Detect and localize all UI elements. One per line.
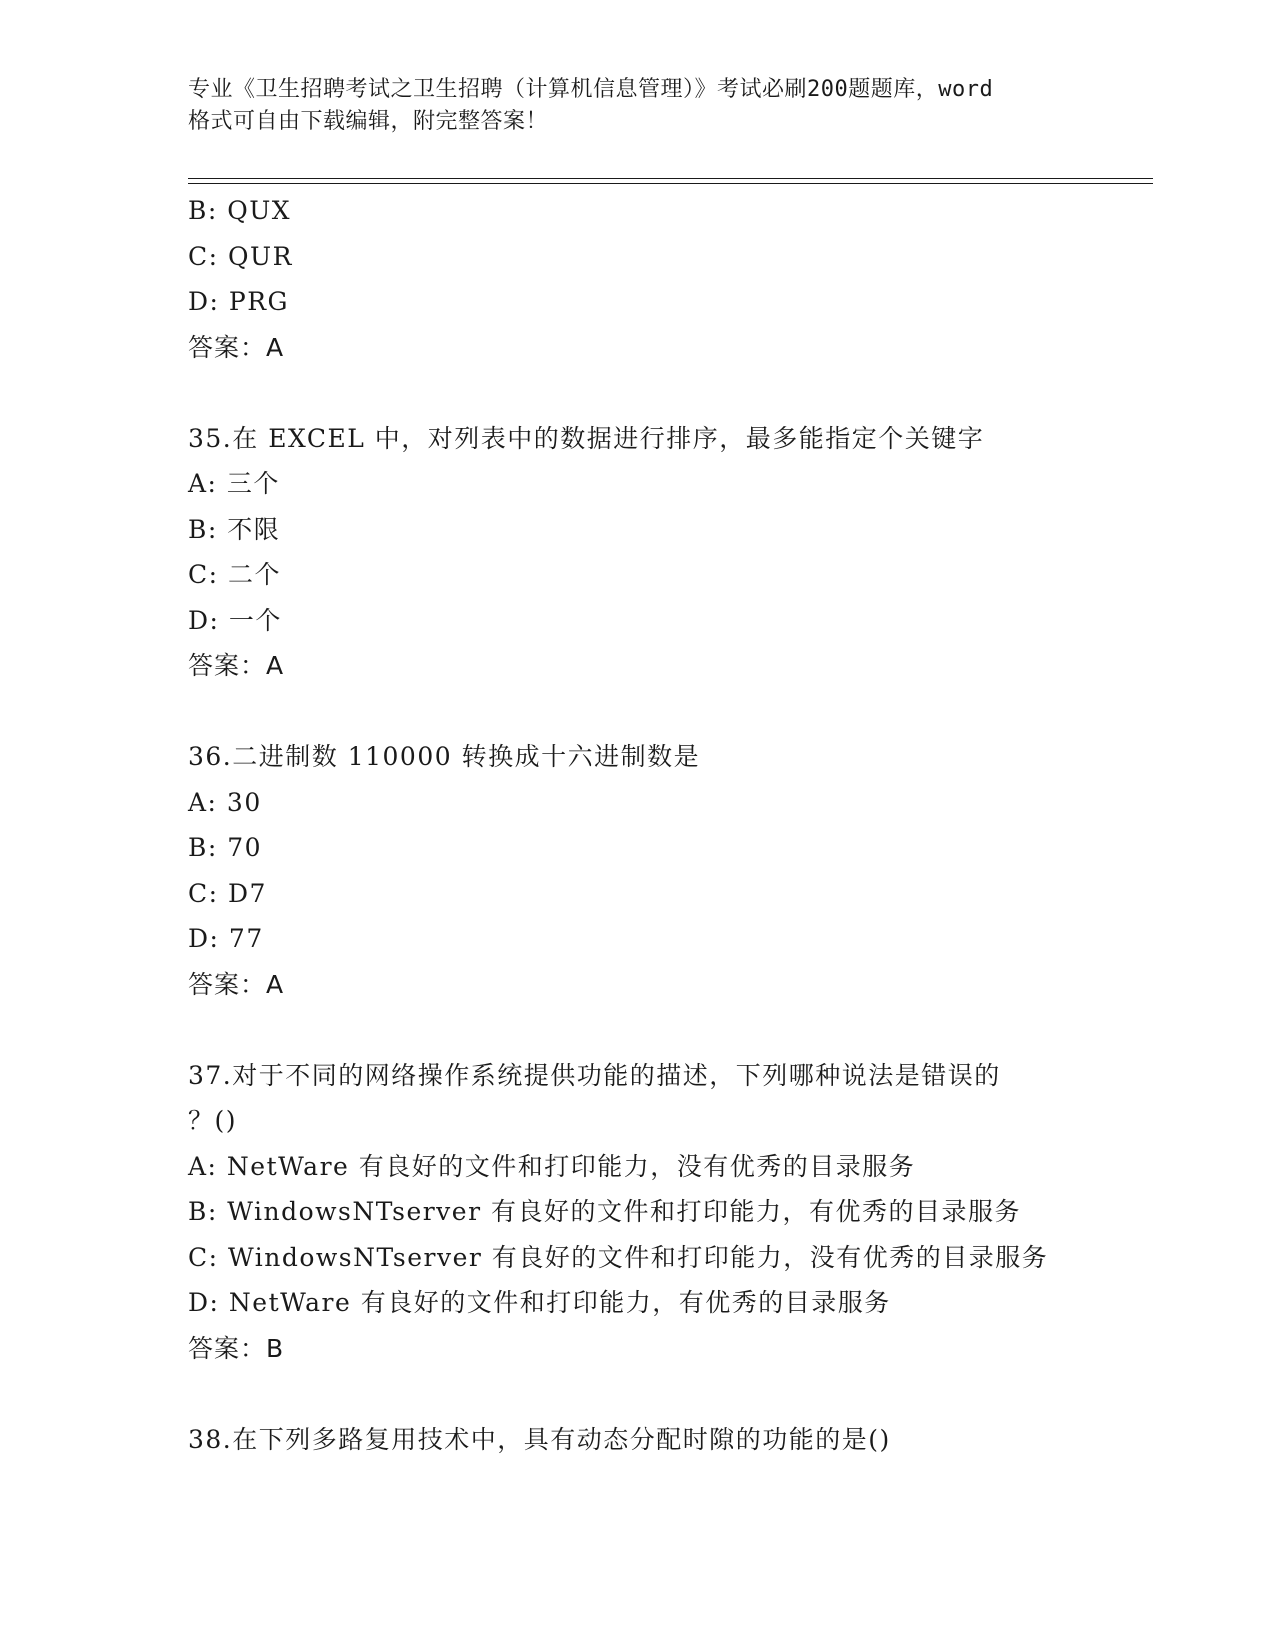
header-divider-top <box>188 178 1153 179</box>
document-header <box>188 74 1088 138</box>
question-stem: 38.在下列多路复用技术中，具有动态分配时隙的功能的是() <box>188 1424 891 1454</box>
question-stem: 35.在 EXCEL 中，对列表中的数据进行排序，最多能指定个关键字 <box>188 423 985 453</box>
option-b: B: 不限 <box>188 514 281 544</box>
question-block-38 <box>188 1417 1153 1463</box>
option-b: B: 70 <box>188 833 263 862</box>
option-d: D: PRG <box>188 287 290 316</box>
option-d: D: NetWare 有良好的文件和打印能力，有优秀的目录服务 <box>188 1288 891 1317</box>
question-list <box>188 188 1153 1462</box>
question-stem: 37.对于不同的网络操作系统提供功能的描述，下列哪种说法是错误的 <box>188 1060 1001 1090</box>
spacer <box>188 1007 1153 1053</box>
option-a: A: NetWare 有良好的文件和打印能力，没有优秀的目录服务 <box>188 1151 916 1181</box>
header-line-1: 专业《卫生招聘考试之卫生招聘（计算机信息管理）》考试必刷200题题库，word <box>188 77 994 102</box>
question-block-37 <box>188 1053 1153 1372</box>
option-a: A: 30 <box>188 787 262 817</box>
option-c: C: QUR <box>188 241 293 271</box>
spacer <box>188 370 1153 416</box>
question-block-35 <box>188 416 1153 689</box>
header-line-2: 格式可自由下载编辑，附完整答案！ <box>188 109 549 134</box>
option-c: C: WindowsNTserver 有良好的文件和打印能力，没有优秀的目录服务 <box>188 1242 1049 1272</box>
question-block-34 <box>188 188 1153 370</box>
answer-label: 答案：A <box>188 969 285 999</box>
option-d: D: 77 <box>188 924 264 953</box>
option-b: B: WindowsNTserver 有良好的文件和打印能力，有优秀的目录服务 <box>188 1197 1022 1226</box>
answer-label: 答案：A <box>188 332 285 362</box>
question-block-36 <box>188 734 1153 1007</box>
spacer <box>188 689 1153 735</box>
answer-label: 答案：A <box>188 651 285 680</box>
answer-label: 答案：B <box>188 1333 285 1363</box>
question-stem: 36.二进制数 110000 转换成十六进制数是 <box>188 742 701 771</box>
header-divider-bottom <box>188 183 1153 184</box>
option-d: D: 一个 <box>188 605 282 635</box>
spacer <box>188 1371 1153 1417</box>
option-b: B: QUX <box>188 196 292 225</box>
option-a: A: 三个 <box>188 469 280 498</box>
option-c: C: D7 <box>188 878 267 908</box>
option-c: C: 二个 <box>188 560 281 589</box>
question-stem-continued: ？() <box>188 1106 238 1135</box>
